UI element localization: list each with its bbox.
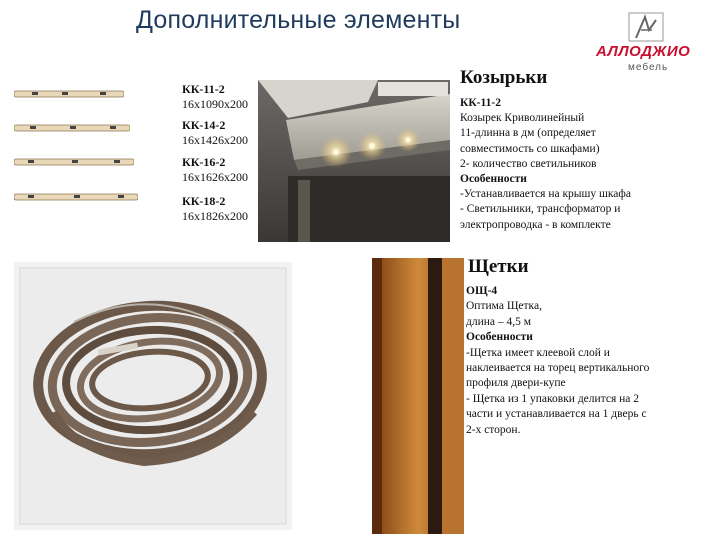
profile-code-3: КК-16-2 bbox=[182, 155, 226, 169]
shchetki-feature: - Щетка из 1 упаковки делится на 2 bbox=[466, 392, 639, 405]
kozyrki-line: Козырек Криволинейный bbox=[460, 112, 585, 125]
shchetki-line: Оптима Щетка, bbox=[466, 300, 542, 313]
profile-size-2: 16х1426х200 bbox=[182, 133, 248, 147]
shchetki-line: длина – 4,5 м bbox=[466, 315, 532, 328]
logo-mark-icon bbox=[628, 12, 664, 42]
brand-logo bbox=[592, 12, 702, 78]
profile-image-2 bbox=[14, 124, 130, 132]
kozyrki-line: 11-длинна в дм (определяет bbox=[460, 127, 596, 140]
shchetki-code: ОЩ-4 bbox=[466, 285, 498, 297]
kozyrki-feature: - Светильники, трансформатор и bbox=[460, 203, 621, 216]
door-edge-brush-photo bbox=[372, 258, 464, 534]
shchetki-description bbox=[466, 284, 716, 438]
kozyrki-feature: -Устанавливается на крышу шкафа bbox=[460, 188, 631, 201]
profile-size-1: 16х1090х200 bbox=[182, 97, 248, 111]
kozyrki-description bbox=[460, 96, 710, 233]
kozyrki-features-label: Особенности bbox=[460, 173, 527, 186]
profile-code-2: КК-14-2 bbox=[182, 118, 226, 132]
logo-sub-text: мебель bbox=[628, 62, 669, 73]
kozyrki-line: совместимость со шкафами) bbox=[460, 142, 600, 155]
shchetki-feature: части и устанавливается на 1 дверь с bbox=[466, 408, 647, 421]
shchetki-features-label: Особенности bbox=[466, 331, 533, 344]
profile-image-4 bbox=[14, 193, 138, 201]
shchetki-feature: профиля двери-купе bbox=[466, 377, 566, 390]
kozyrki-feature: электропроводка - в комплекте bbox=[460, 218, 611, 231]
profile-size-4: 16х1826х200 bbox=[182, 209, 248, 223]
kozyrek-photo bbox=[258, 80, 450, 242]
shchetki-heading: Щетки bbox=[468, 256, 529, 277]
profile-size-3: 16х1626х200 bbox=[182, 170, 248, 184]
brush-roll-photo bbox=[14, 262, 292, 530]
profile-image-1 bbox=[14, 90, 124, 98]
kozyrki-line: 2- количество светильников bbox=[460, 157, 597, 170]
profile-image-3 bbox=[14, 158, 134, 166]
profile-code-1: КК-11-2 bbox=[182, 82, 225, 96]
logo-brand-text: АЛЛОДЖИО bbox=[596, 43, 691, 60]
shchetki-feature: наклеивается на торец вертикального bbox=[466, 362, 650, 375]
shchetki-feature: -Щетка имеет клеевой слой и bbox=[466, 346, 610, 359]
kozyrki-code: КК-11-2 bbox=[460, 97, 501, 109]
page-title: Дополнительные элементы bbox=[136, 6, 461, 34]
kozyrki-heading: Козырьки bbox=[460, 67, 548, 88]
shchetki-feature: 2-х сторон. bbox=[466, 423, 521, 436]
profile-code-4: КК-18-2 bbox=[182, 194, 226, 208]
